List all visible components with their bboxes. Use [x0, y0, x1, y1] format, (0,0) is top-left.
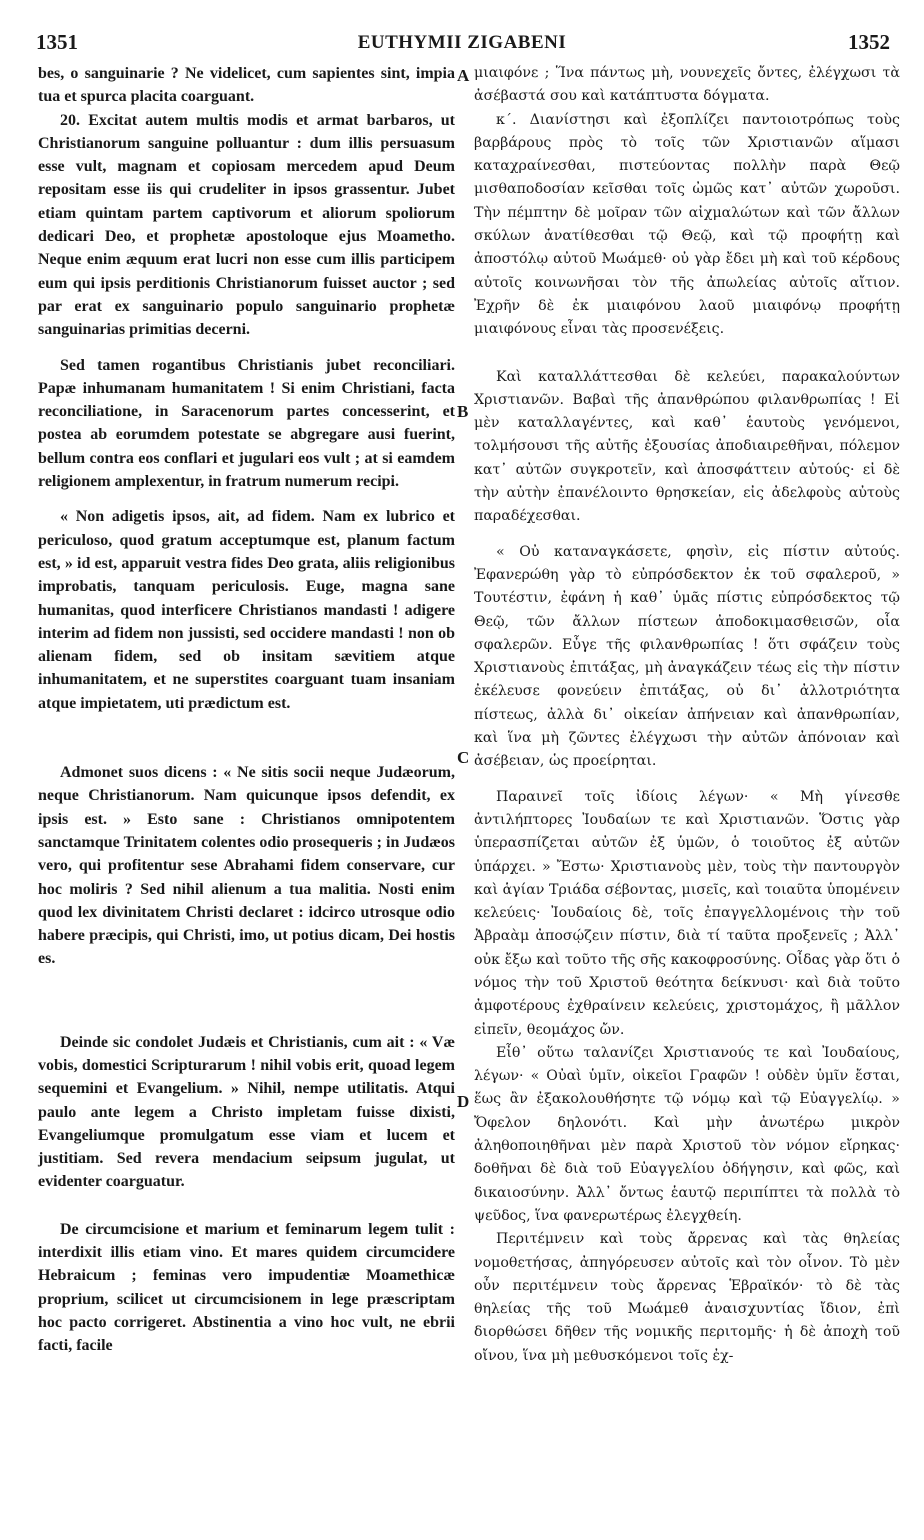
- section-marker-d: D: [457, 1092, 470, 1111]
- section-marker-c: C: [457, 748, 470, 767]
- greek-paragraph: Παραινεῖ τοῖς ἰδίοις λέγων· « Μὴ γίνεσθε ἀντιλήπτορες Ἰουδαίων τε καὶ Χριστιανῶν. Ὅστις γὰρ ὑπερασπίζεται αὐτῶν ἐξ ὑμῶν, ὁ τοιοῦτος ἐξ αὐτῶν ὑπάρχει. » Ἔστω· Χριστιανοὺς μὲν, τοὺς τὴν παντουργὸν καὶ ἁγίαν Τριάδα σέβοντας, μισεῖς, καὶ τοιαῦτα ὑπομένειν κελεύεις· Ἰουδαίοις δὲ, τοῖς ἐπαγγελλομένοις τὴν τοῦ Ἀβραὰμ ἀποσῴζειν πίστιν, διὰ τί ταῦτα προξενεῖς ; Ἀλλ᾽ οὐκ ἔξω καὶ τοῦτο τῆς σῆς κακοφροσύνης. Οἶδας γὰρ ὅτι ὁ νόμος τὴν τοῦ Χριστοῦ θεότητα δείκνυσι· καὶ διὰ τοῦτο ἀμφοτέρους ἐχθραίνειν κελεύεις, χριστομάχος, ἢ μᾶλλον εἰπεῖν, θεομάχος ὤν.: [474, 788, 900, 1038]
- latin-paragraph: « Non adigetis ipsos, ait, ad fidem. Nam ex lubrico et periculoso, quod gratum acceptumque est, planum factum est, » id est, apparuit vestra fides Deo grata, aliis religionibus improbatis, tanquam periculosis. Euge, magna sane humanitas, quod interficere Christianos mandasti ! adigere interim ad fidem non jussisti, sed occidere mandasti ! non ob alienam fidem, sed ob insitam sævitiem atque inhumanitatem, et ne superstites coarguant tuam insaniam atque impietatem, uti prædictum est.: [38, 508, 455, 712]
- greek-paragraph: μιαιφόνε ; Ἵνα πάντως μὴ, νουνεχεῖς ὄντες, ἐλέγχωσι τὰ ἀσέβαστά σου καὶ κατάπτυστα δόγματα.: [474, 65, 900, 105]
- greek-paragraph: Περιτέμνειν καὶ τοὺς ἄρρενας καὶ τὰς θηλείας νομοθετήσας, ἀπηγόρευσεν αὐτοῖς καὶ τὸν οἶνον. Τὸ μὲν οὖν περιτέμνειν τοὺς ἄρρενας Ἑβραϊκόν· τὸ δὲ τὰς θηλείας τῆς τοῦ Μωάμεθ ἀναισχυντίας ἴδιον, ἐπὶ διορθώσει δῆθεν τῆς νομικῆς περιτομῆς· ἡ δὲ ἀποχὴ τοῦ οἴνου, ἵνα μὴ μεθυσκόμενοι τοῖς ἐχ-: [474, 1231, 900, 1364]
- latin-paragraph: Deinde sic condolet Judæis et Christianis, cum ait : « Væ vobis, domestici Scripturarum ! nihil vobis erit, quoad legem sequemini et Evangelium. » Nihil, nempe utilitatis. Atqui paulo ante legem a Christo impletam fuisse dixisti, Evangeliumque promulgatum esse viam et lucem et justitiam. Sed revera mendacium seipsum jugulat, ut evidenter coarguatur.: [38, 1033, 455, 1191]
- greek-paragraph: « Οὐ καταναγκάσετε, φησὶν, εἰς πίστιν αὐτούς. Ἐφανερώθη γὰρ τὸ εὐπρόσδεκτον ἐκ τοῦ σφαλεροῦ, » Τουτέστιν, ἐφάνη ἡ καθ᾽ ὑμᾶς πίστις εὐπρόσδεκτος τῷ Θεῷ, τῶν ἄλλων πίστεων ἀποδοκιμασθεισῶν, οἷα σφαλερῶν. Εὖγε τῆς φιλανθρωπίας ! ὅτι σφάζειν τοὺς Χριστιανοὺς ἐπιτάξας, μὴ ἀναγκάζειν τέως εἰς τὴν πίστιν ἐκέλευσε φονεύειν ἐπιτάξας, οὐ δι᾽ ἀλλοτριότητα πίστεως, ἀλλὰ δι᾽ οἰκείαν ἀπήνειαν καὶ ἀπανθρωπίαν, καὶ ἵνα μὴ ζῶντες ἐλέγχωσι τὴν αὐτῶν ἀπόνοιαν καὶ ἀσέβειαν, ὡς προείρηται.: [474, 543, 900, 770]
- latin-paragraph: De circumcisione et marium et feminarum legem tulit : interdixit illis etiam vino. Et mares quidem circumcidere Hebraicum ; feminas vero impudentiæ Moamethicæ proprium, scilicet ut circumcisionem in lege præscriptam hoc pacto corrigeret. Abstinentia a vino hoc vult, ne ebrii facti, facile: [38, 1220, 455, 1355]
- greek-paragraph: κ΄. Διανίστησι καὶ ἐξοπλίζει παντοιοτρόπως τοὺς βαρβάρους πρὸς τὸ τοῖς τῶν Χριστιανῶν αἵμασι καταχραίνεσθαι, πιστεύοντας πολλὴν παρὰ Θεῷ μισθαποδοσίαν κεῖσθαι τοῖς ὠμῶς κατ᾽ αὐτῶν χωροῦσι. Τὴν πέμπτην δὲ μοῖραν τῶν αἰχμαλώτων καὶ τῶν ἄλλων σκύλων ἀνατίθεσθαι τῷ Θεῷ, καὶ τῷ προφήτῃ καὶ ἀποστόλῳ αὐτοῦ Μωάμεθ· οὐ γὰρ ἔδει μὴ καὶ τοῦ κέρδους αὐτοῖς κοινωνῆσαι τὸν τῆς ἀπωλείας αὐτοῖς αἴτιον. Ἐχρῆν δὲ ἐκ μιαιφόνου λαοῦ μιαιφόνῳ προφήτῃ μιαιφόνους εἶναι τὰς προσενέξεις.: [474, 111, 900, 338]
- running-title: EUTHYMII ZIGABENI: [357, 32, 567, 53]
- greek-column: [474, 62, 900, 1368]
- right-page-number: 1352: [848, 30, 890, 54]
- latin-paragraph: bes, o sanguinarie ? Ne videlicet, cum sapientes sint, impia tua et spurca placita coarguant.: [38, 65, 455, 106]
- left-page-number: 1351: [36, 30, 78, 54]
- greek-paragraph: Καὶ καταλλάττεσθαι δὲ κελεύει, παρακαλούντων Χριστιανῶν. Βαβαὶ τῆς ἀπανθρώπου φιλανθρωπίας ! Εἰ μὲν καταλλαγέντες, καὶ καθ᾽ ἑαυτοὺς γενόμενοι, τολμήσουσι τῆς αὐτῆς ἐξουσίας ἀποδιαιρεθῆναι, πόλεμον κατ᾽ αὐτῶν συγκροτεῖν, καὶ ἀποσφάττειν αὐτούς· εἰ δὲ τὴν αὐτὴν ἐπανέλοιντο θρησκείαν, εἰς ἀδελφοὺς αὐτοὺς παραδέχεσθαι.: [474, 368, 900, 525]
- section-marker-a: A: [457, 66, 470, 85]
- greek-paragraph: Εἶθ᾽ οὕτω ταλανίζει Χριστιανούς τε καὶ Ἰουδαίους, λέγων· « Οὐαὶ ὑμῖν, οἰκεῖοι Γραφῶν ! οὐδὲν ὑμῖν ἔσται, ἕως ἂν ἐξακολουθήσητε τῷ νόμῳ καὶ τῷ Εὐαγγελίῳ. » Ὄφελον δηλονότι. Καὶ μὴν ἀνωτέρω μικρὸν ἀληθοποιηθῆναι μὲν παρὰ Χριστοῦ τὸν νόμον εἴρηκας· δοθῆναι δὲ διὰ τοῦ Εὐαγγελίου ὁδήγησιν, καὶ φῶς, καὶ δικαιοσύνην. Ἀλλ᾽ ὄντως ἑαυτῷ περιπίπτει τὰ πολλὰ τὸ ψεῦδος, ἵνα φανερωτέρως ἐλεγχθείη.: [474, 1044, 900, 1224]
- page-header: [30, 30, 894, 62]
- latin-column: [38, 62, 455, 1358]
- latin-paragraph: 20. Excitat autem multis modis et armat barbaros, ut Christianorum sanguine polluantur : dum illis persuasum esse vult, magnam et copiosam mercedem apud Deum repositam esse iis qui crudeliter in ipsos grassentur. Jubet etiam quintam partem captivorum et aliorum spoliorum dedicari Deo, et prophetæ apostoloque ejus Moametho. Neque enim æquum erat lucri non esse cum illis participem eum qui ipsis perditionis Christianorum fuisset auctor ; sed par erat ex sanguinario populo sanguinario prophetæ sanguinarias primitias decerni.: [38, 111, 455, 339]
- latin-paragraph: Admonet suos dicens : « Ne sitis socii neque Judæorum, neque Christianorum. Nam quicunque ipsos defendit, ex ipsis est. » Esto sane : Christianos omnipotentem sanctamque Trinitatem colentes odio prosequeris ; in Judæos vero, qui profitentur sese Abrahami fidem conservare, cur hoc moliris ? Sed nihil alienum a tua malitia. Nosti enim quod lex divinitatem Christi declaret : idcirco utrosque odio habere præcipis, qui Christi, imo, ut potius dicam, Dei hostis es.: [38, 764, 455, 968]
- section-marker-b: B: [457, 402, 469, 421]
- latin-paragraph: Sed tamen rogantibus Christianis jubet reconciliari. Papæ inhumanam humanitatem ! Si enim Christiani, facta reconciliatione, in Saracenorum partes concesserint, et postea ab eorumdem potestate se abgregare ausi fuerint, bellum contra eos conflari et jugulari eos vult ; at si eamdem religionem amplexentur, in fratrum numerum recipi.: [38, 356, 455, 491]
